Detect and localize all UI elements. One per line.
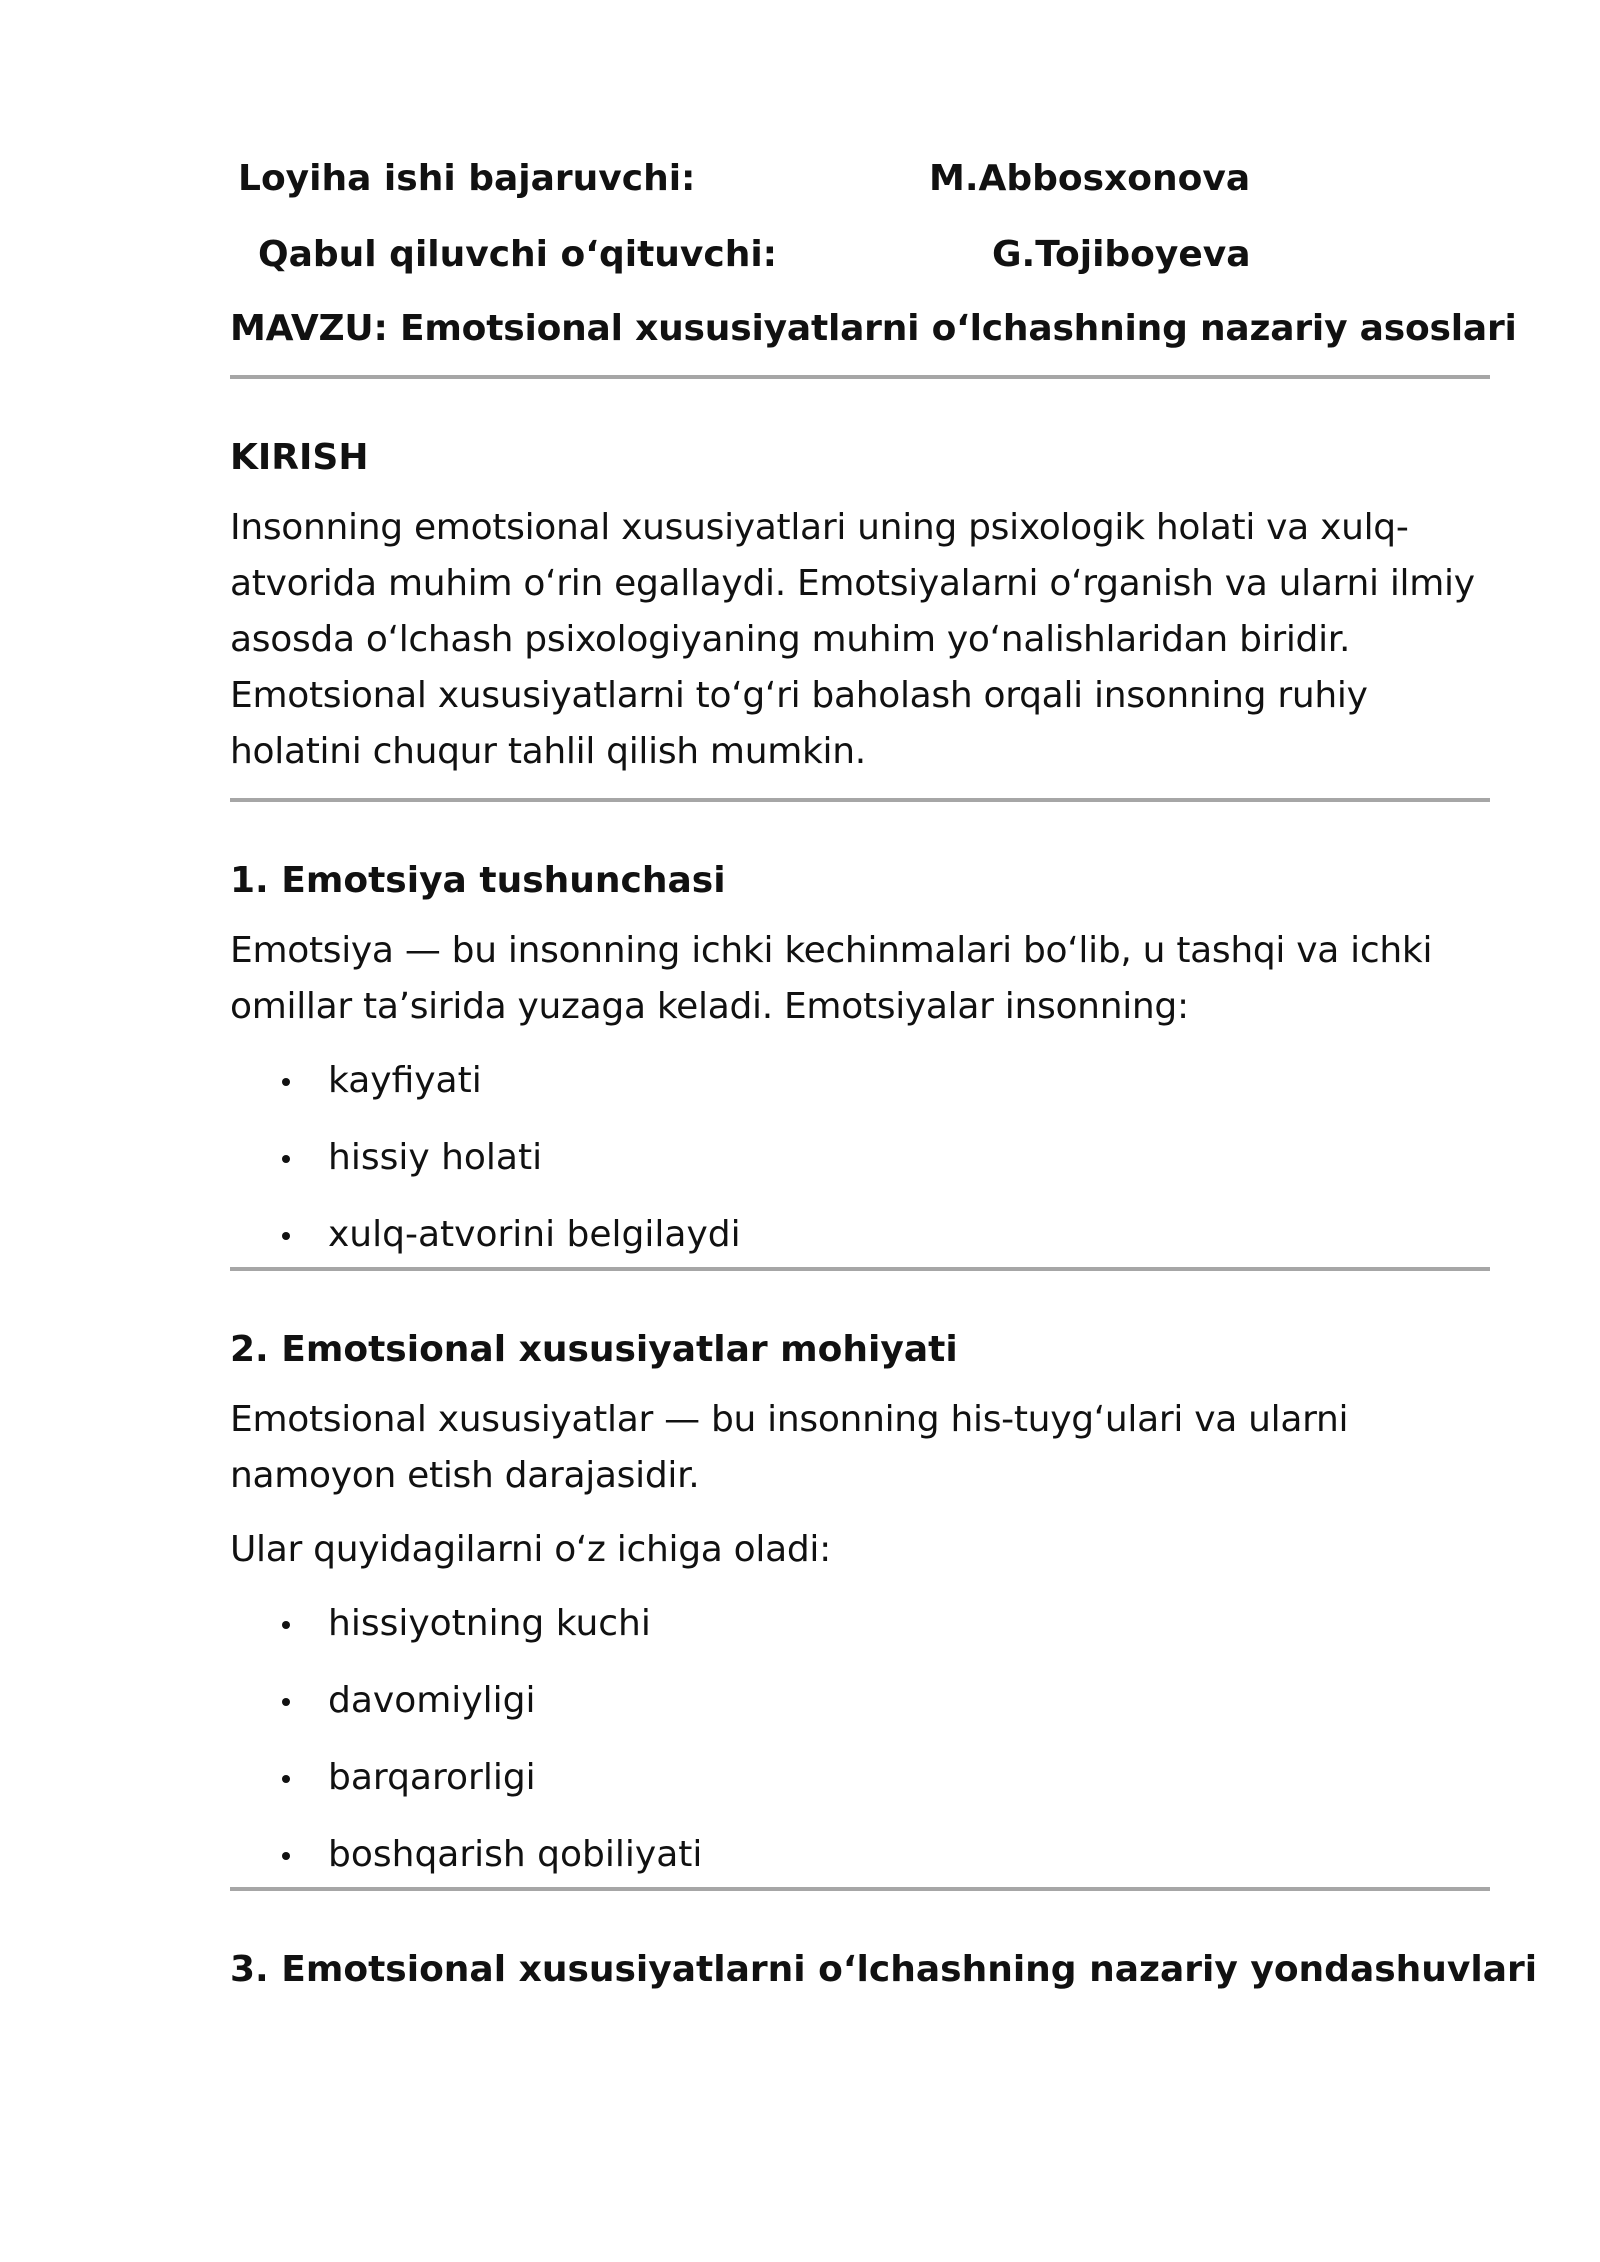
- document-page: [230, 150, 1538, 2012]
- list-item: [230, 1673, 1490, 1750]
- bullet-icon: [282, 1621, 290, 1629]
- list-item-text: xulq-atvorini belgilaydi: [328, 1214, 741, 1255]
- intro-heading: KIRISH: [230, 437, 369, 478]
- divider: [230, 1267, 1490, 1271]
- bullet-icon: [282, 1852, 290, 1860]
- executor-label: Loyiha ishi bajaruvchi:: [238, 158, 696, 199]
- intro-line: Emotsional xususiyatlarni to‘g‘ri baholash orqali insonning ruhiy: [230, 675, 1368, 716]
- intro-line: Insonning emotsional xususiyatlari uning psixologik holati va xulq-: [230, 507, 1409, 548]
- section2-heading: 2. Emotsional xususiyatlar mohiyati: [230, 1329, 958, 1370]
- bullet-icon: [282, 1232, 290, 1240]
- section2-bullet-list: [230, 1596, 1490, 1887]
- section2-line: namoyon etish darajasidir.: [230, 1455, 700, 1496]
- section1-heading: 1. Emotsiya tushunchasi: [230, 860, 726, 901]
- intro-line: atvorida muhim o‘rin egallaydi. Emotsiyalarni o‘rganish va ularni ilmiy: [230, 563, 1475, 604]
- divider: [230, 798, 1490, 802]
- list-item-text: hissiy holati: [328, 1137, 543, 1178]
- list-item-text: hissiyotning kuchi: [328, 1603, 651, 1644]
- section1-bullet-list: [230, 1053, 1490, 1267]
- list-item-text: boshqarish qobiliyati: [328, 1834, 703, 1875]
- list-item: [230, 1053, 1490, 1130]
- section1-paragraph: [230, 923, 1490, 1035]
- bullet-icon: [282, 1078, 290, 1086]
- list-item-text: kayfiyati: [328, 1060, 482, 1101]
- topic-title: MAVZU: Emotsional xususiyatlarni o‘lchashning nazariy asoslari: [230, 308, 1517, 349]
- list-item: [230, 1207, 1490, 1267]
- section2-lead: Ular quyidagilarni o‘z ichiga oladi:: [230, 1529, 831, 1570]
- teacher-name: G.Tojiboyeva: [992, 234, 1251, 275]
- divider: [230, 375, 1490, 379]
- section1-line: Emotsiya — bu insonning ichki kechinmalari bo‘lib, u tashqi va ichki: [230, 930, 1433, 971]
- section1-line: omillar ta’sirida yuzaga keladi. Emotsiyalar insonning:: [230, 986, 1189, 1027]
- list-item-text: davomiyligi: [328, 1680, 536, 1721]
- list-item: [230, 1827, 1490, 1887]
- bullet-icon: [282, 1155, 290, 1163]
- bullet-icon: [282, 1775, 290, 1783]
- list-item: [230, 1130, 1490, 1207]
- intro-paragraph: [230, 500, 1490, 780]
- executor-row: [230, 150, 1490, 226]
- list-item-text: barqarorligi: [328, 1757, 536, 1798]
- list-item: [230, 1750, 1490, 1827]
- teacher-row: [230, 226, 1490, 302]
- section2-line: Emotsional xususiyatlar — bu insonning his-tuyg‘ulari va ularni: [230, 1399, 1349, 1440]
- divider: [230, 1887, 1490, 1891]
- section2-paragraph: [230, 1392, 1490, 1504]
- list-item: [230, 1596, 1490, 1673]
- bullet-icon: [282, 1698, 290, 1706]
- executor-name: M.Abbosxonova: [929, 158, 1251, 199]
- teacher-label: Qabul qiluvchi o‘qituvchi:: [258, 234, 778, 275]
- intro-line: holatini chuqur tahlil qilish mumkin.: [230, 731, 866, 772]
- section3-heading: 3. Emotsional xususiyatlarni o‘lchashning nazariy yondashuvlari: [230, 1949, 1538, 1990]
- intro-line: asosda o‘lchash psixologiyaning muhim yo‘nalishlaridan biridir.: [230, 619, 1351, 660]
